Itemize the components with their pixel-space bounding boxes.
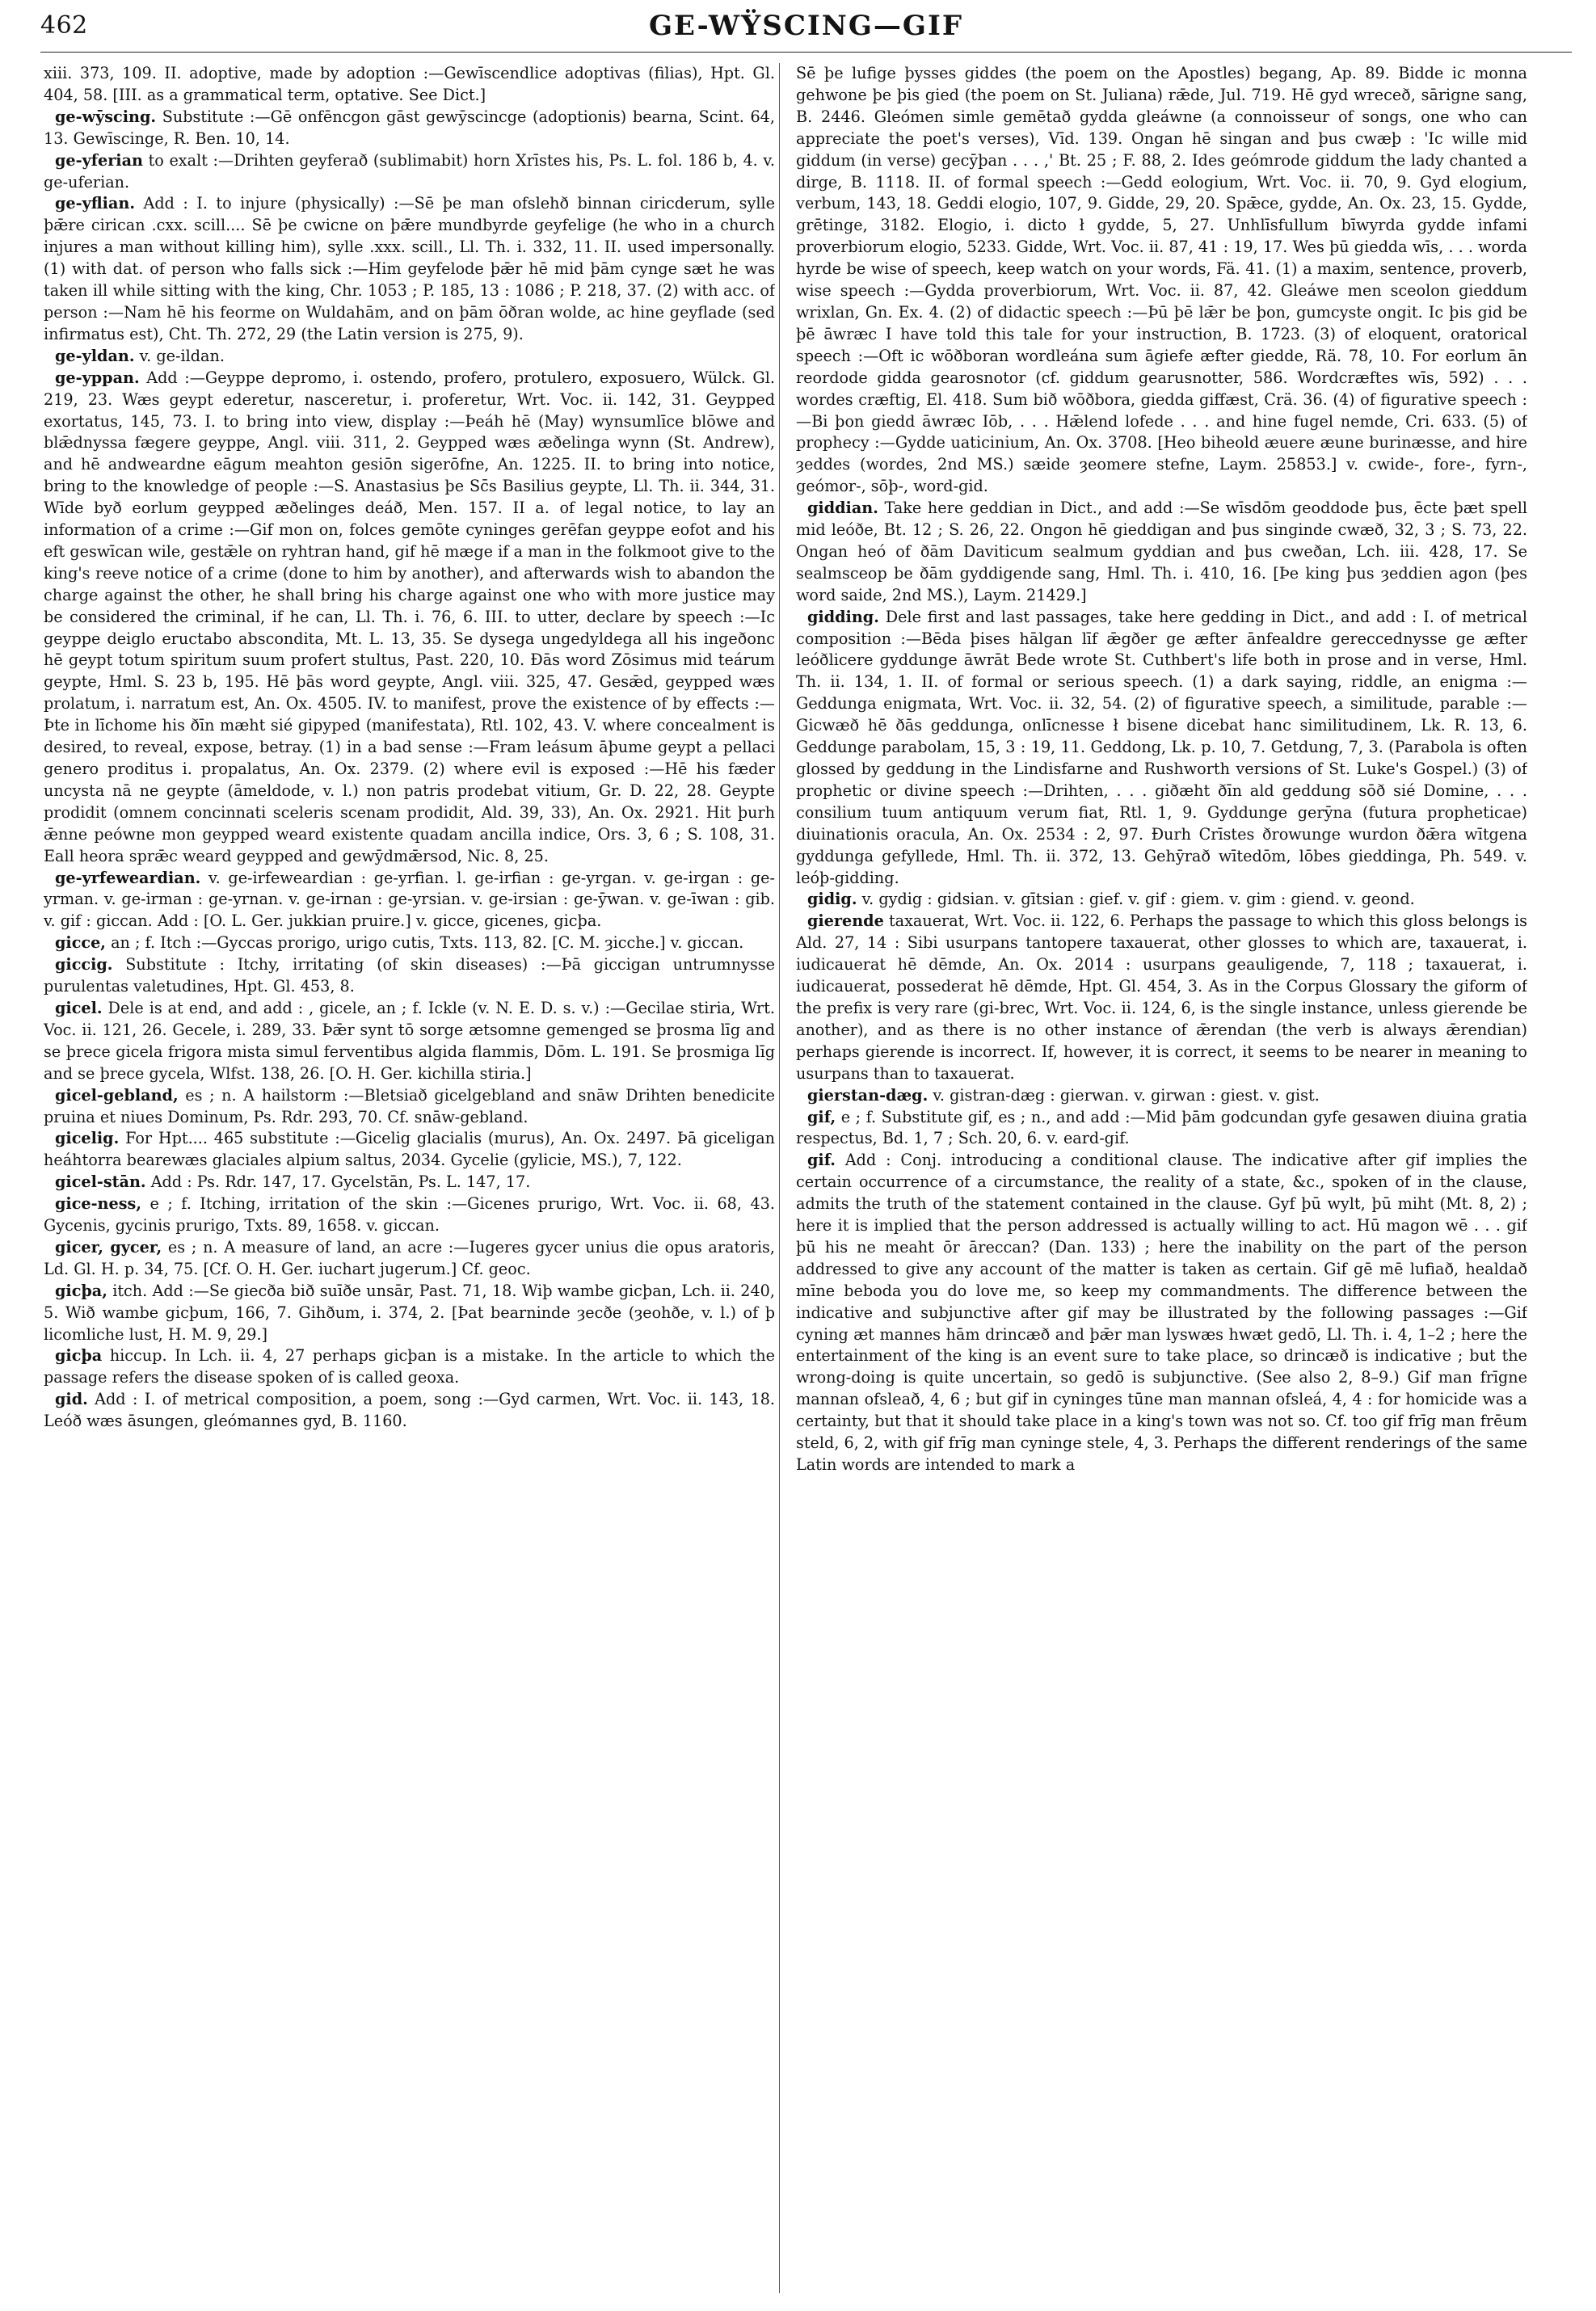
entry-headword: ge-yrfeweardian. [55, 868, 201, 887]
dictionary-entry [44, 954, 775, 998]
entry-headword: gicþa [55, 1346, 103, 1366]
dictionary-entry [796, 911, 1527, 1084]
entry-headword: gierstan-dæg. [807, 1085, 929, 1105]
entry-headword: ge-yflian. [55, 194, 136, 213]
entry-text: v. ge-ildan. [139, 346, 225, 365]
entry-text: For Hpt.... 465 substitute :—Gicelig glacialis (murus), An. Ox. 2497. Þā giceligan heáhtorra bearewæs glaciales alpium saltus, 2034. Gycelie (gylicie, MS.), 7, 122. [44, 1129, 775, 1170]
entry-headword: ge-wȳscing. [55, 107, 157, 126]
dictionary-entry [796, 498, 1527, 607]
entry-text: Substitute :—Gē onfēncgon gāst gewȳscincge (adoptionis) bearna, Scint. 64, 13. Gewīscinge, R. Ben. 10, 14. [44, 107, 775, 148]
entry-headword: giddian. [807, 499, 878, 518]
dictionary-entry [44, 932, 775, 954]
dictionary-entry [44, 998, 775, 1085]
entry-text: to exalt :—Drihten geyferað (sublimabit) horn Xrīstes his, Ps. L. fol. 186 b, 4. v. ge-uferian. [44, 150, 775, 192]
dictionary-entry [44, 193, 775, 345]
entry-text: e ; f. Substitute gif, es ; n., and add :—Mid þām godcundan gyfe gesawen diuina gratia respectus, Bd. 1, 7 ; Sch. 20, 6. v. eard-gif. [796, 1107, 1527, 1148]
entry-headword: gicel. [55, 998, 103, 1017]
dictionary-entry [44, 1193, 775, 1237]
page-title: GE-WŸSCING—GIF [648, 10, 963, 42]
dictionary-entry [796, 1085, 1527, 1107]
entry-headword: gidig. [807, 890, 857, 909]
entry-headword: gicelig. [55, 1129, 120, 1148]
dictionary-entry [44, 346, 775, 368]
entry-headword: gif. [807, 1151, 836, 1170]
entry-text: Add : I. to injure (physically) :—Sē þe man ofslehð binnan ciricderum, sylle þǣre cirican .cxx. scill.... Sē þe cwicne on þǣre mundbyrde geyfelige (he who in a church injures a man without killing him), sylle .xxx. scill., Ll. Th. i. 332, 11. II. used impersonally. (1) with dat. of person who falls sick :—Him geyfelode þǣr hē mid þām cynge sæt he was taken ill while sitting with the king, Chr. 1053 ; P. 185, 13 : 1086 ; P. 218, 37. (2) with acc. of person :—Nam hē his feorme on Wuldahām, and on þām ōðran wolde, ac hine geyflade (sed infirmatus est), Cht. Th. 272, 29 (the Latin version is 275, 9). [44, 194, 775, 343]
page-number: 462 [40, 11, 88, 40]
dictionary-entry [44, 63, 775, 107]
entry-headword: gierende [807, 911, 884, 931]
entry-text: es ; n. A hailstorm :—Bletsiað gicelgebland and snāw Drihten benedicite pruina et niues Dominum, Ps. Rdr. 293, 70. Cf. snāw-gebland. [44, 1085, 775, 1126]
running-head [40, 6, 1572, 53]
entry-text: v. ge-irfeweardian : ge-yrfian. l. ge-irfian : ge-yrgan. v. ge-irgan : ge-yrman. v. ge-irman : ge-yrnan. v. ge-irnan : ge-yrsian. v. ge-irsian : ge-ȳwan. v. ge-īwan : gib. v. gif : giccan. Add : [O. L. Ger. jukkian pruire.] v. gicce, gicenes, gicþa. [44, 868, 775, 931]
dictionary-entry [44, 868, 775, 933]
entry-text: xiii. 373, 109. II. adoptive, made by adoption :—Gewīscendlice adoptivas (filias), Hpt. Gl. 404, 58. [III. as a grammatical term, optative. See Dict.] [44, 64, 775, 104]
entry-headword: gicel-stān. [55, 1172, 146, 1192]
dictionary-entry [44, 1237, 775, 1281]
entry-headword: gicer, gycer, [55, 1237, 162, 1257]
entry-headword: gid. [55, 1390, 88, 1409]
entry-headword: gice-ness, [55, 1194, 142, 1214]
dictionary-entry [44, 1128, 775, 1172]
entry-text: Dele is at end, and add : , gicele, an ; f. Ickle (v. N. E. D. s. v.) :—Gecilae stiria, Wrt. Voc. ii. 121, 26. Gecele, i. 289, 33. Þǣr synt tō sorge ætsomne gemenged se þrosma līg and se þrece gicela frigora mista simul ferventibus algida flammis, Dōm. L. 191. Se þrosmiga līg and se þrece gycela, Wlfst. 138, 26. [O. H. Ger. kichilla stiria.] [44, 998, 775, 1083]
entry-text: e ; f. Itching, irritation of the skin :—Gicenes prurigo, Wrt. Voc. ii. 68, 43. Gycenis, gycinis prurigo, Txts. 89, 1658. v. giccan. [44, 1194, 775, 1235]
dictionary-entry [796, 1107, 1527, 1151]
entry-headword: ge-yldan. [55, 346, 135, 365]
entry-headword: ge-yppan. [55, 368, 140, 387]
dictionary-entry [796, 1150, 1527, 1476]
entry-text: Add :—Geyppe depromo, i. ostendo, profero, protulero, exposuero, Wülck. Gl. 219, 23. Wæs geypt ederetur, nasceretur, i. proferetur, Wrt. Voc. ii. 142, 31. Geypped exortatus, 145, 73. I. to bring into view, display :—Þeáh hē (May) wynsumlīce blōwe and blǣdnyssa fægere geyppe, Angl. viii. 311, 2. Geypped wæs æðelinga wynn (St. Andrew), and hē andweardne eāgum meahton gesiōn sigerōfne, An. 1225. II. to bring into notice, bring to the knowledge of people :—S. Anastasius þe Sc̄s Basilius geypte, Ll. Th. ii. 344, 31. Wīde byð eorlum geypped æðelinges deáð, Men. 157. II a. of legal notice, to lay an information of a crime :—Gif mon on, folces gemōte cyninges gerēfan geyppe eofot and his eft geswīcan wile, gestǣle on ryhtran hand, gif hē mæge if a man in the folkmoot give to the king's reeve notice of a crime (done to him by another), and afterwards wish to abandon the charge against the other, he shall bring his charge against one who with more justice may be considered the criminal, if he can, Ll. Th. i. 76, 6. III. to utter, declare by speech :—Ic geyppe deiglo eructabo absconditа, Mt. L. 13, 35. Se dysega ungedyldega all his ingeðonc hē geypt totum spiritum suum profert stultus, Past. 220, 10. Ðās word Zōsimus mid teárum geypte, Hml. S. 23 b, 195. Hē þās word geypte, Angl. viii. 325, 47. Gesǣd, geypped wæs prolatum, i. narratum est, An. Ox. 4505. IV. to manifest, prove the existence of by effects :—Þte in līchome his ðīn mæht sié gipyped (manifestata), Rtl. 102, 43. V. where concealment is desired, to reveal, expose, betray. (1) in a bad sense :—Fram leásum āþume geypt a pellaci genero proditus i. propalatus, An. Ox. 2379. (2) where evil is exposed :—Hē his fæder uncysta nā ne geypte (āmeldode, v. l.) non patris prodebat vitium, Gr. D. 22, 28. Geypte prodidit (omnem concinnati sceleris scenam prodidit, Ald. 39, 33), An. Ox. 2921. Hit þurh ǣnne peówne mon geypped weard existente quadam ancilla indice, Ors. 3, 6 ; S. 108, 31. Eall heora sprǣc weard geypped and gewȳdmǣrsod, Nic. 8, 25. [44, 368, 775, 865]
entry-headword: gicce, [55, 933, 106, 953]
entry-headword: giccig. [55, 955, 113, 974]
dictionary-entry [44, 1389, 775, 1433]
entry-text: Substitute : Itchy, irritating (of skin diseases) :—Þā giccigan untrumnysse purulentas valetudines, Hpt. Gl. 453, 8. [44, 955, 775, 996]
entry-text: Sē þe lufige þysses giddes (the poem on the Apostles) begang, Ap. 89. Bidde ic monna gehwone þe þis gied (the poem on St. Juliana) rǣde, Jul. 719. Hē gyd wreceð, sārigne sang, B. 2446. Gleómen simle gemētað gydda gleáwne (a connoisseur of songs, one who can appreciate the poet's verses), Vīd. 139. Ongan hē singan and þus cwæþ : 'Ic wille mid giddum (in verse) gecȳþan . . . ,' Bt. 25 ; F. 88, 2. Ides geómrode giddum the lady chanted a dirge, B. 1118. II. of formal speech :—Gedd eologium, Wrt. Voc. ii. 70, 9. Gyd elogium, verbum, 143, 18. Geddi elogio, 107, 9. Gidde, 29, 20. Spǣce, gydde, An. Ox. 23, 15. Gydde, grētinge, 3182. Elogio, i. dicto ł gydde, 5, 27. Unhlīsfullum bīwyrda gydde infami proverbiorum elogio, 5233. Gidde, Wrt. Voc. ii. 87, 41 : 19, 17. Wes þū giedda wīs, . . . worda hyrde be wise of speech, keep watch on your words, Fä. 41. (1) a maxim, sentence, proverb, wise speech :—Gydda proverbiorum, Wrt. Voc. ii. 87, 42. Gleáwe men sceolon gieddum wrixlan, Gn. Ex. 4. (2) of didactic speech :—Þū þē lǣr be þon, gumcyste ongit. Ic þis gid be þē āwræc I have told this tale for your instruction, B. 1723. (3) of eloquent, oratorical speech :—Oft ic wōðboran wordleána sum āgiefe æfter giedde, Rä. 78, 10. For eorlum ān reordode gidda gearosnotor (cf. giddum gearusnotter, 586. Wordcræftes wīs, 592) . . . wordes cræftig, El. 418. Sum bið wōðbora, giedda giffæst, Crä. 36. (4) of figurative speech :—Bi þon giedd āwræc Iōb, . . . Hǣlend lofede . . . and hine fugel nemde, Cri. 633. (5) of prophecy :—Gydde uaticinium, An. Ox. 3708. [Heo biheold æuere æune burinæsse, and hire ȝeddes (wordes, 2nd MS.) sæide ȝeomere stefne, Laym. 25853.] v. cwide-, fore-, fyrn-, geómor-, sōþ-, word-gid. [796, 64, 1527, 496]
dictionary-entry [44, 150, 775, 194]
entry-headword: ge-yferian [55, 150, 143, 170]
dictionary-entry [44, 107, 775, 150]
entry-headword: gicel-gebland, [55, 1085, 179, 1105]
entry-text: es ; n. A measure of land, an acre :—Iugeres gycer unius die opus aratoris, Ld. Gl. H. p. 34, 75. [Cf. O. H. Ger. iuchart jugerum.] Cf. geoc. [44, 1237, 775, 1278]
entry-text: hiccup. In Lch. ii. 4, 27 perhaps gicþan is a mistake. In the article to which the passage refers the disease spoken of is called geoxa. [44, 1346, 775, 1387]
entry-text: Add : I. of metrical composition, a poem, song :—Gyd carmen, Wrt. Voc. ii. 143, 18. Leóð wæs āsungen, gleómannes gyd, B. 1160. [44, 1390, 775, 1431]
right-column [796, 63, 1527, 2293]
entry-text: Add : Conj. introducing a conditional clause. The indicative after gif implies the certain occurrence of a circumstance, the reality of a state, &c., spoken of in the clause, admits the truth of the statement contained in the clause. Gyf þū wylt, þū miht (Mt. 8, 2) ; here it is implied that the person addressed is actually willing to act. Hū magon wē . . . gif þū his ne meaht ōr āreccan? (Dan. 133) ; here the inability on the part of the person addressed to give any account of the matter is taken as certain. Gif gē mē lufiað, healdað mīne beboda you do love me, so keep my commandments. The difference between the indicative and subjunctive after gif may be illustrated by the following passages :—Gif cyning æt mannes hām drincæð and þǣr man lyswæs hwæt gedō, Ll. Th. i. 4, 1–2 ; here the entertainment of the king is an event sure to take place, so drincæð is indicative ; but the wrong-doing is quite uncertain, so gedō is subjunctive. (See also 2, 8–9.) Gif man frīgne mannan ofsleað, 4, 6 ; but gif in cyninges tūne man mannan ofsleá, 4, 4 : for homicide was a certainty, but that it should take place in a king's town was not so. Cf. too gif frīg man frēum steld, 6, 2, with gif frīg man cyninge stele, 4, 3. Perhaps the different renderings of the same Latin words are intended to mark a [796, 1151, 1527, 1474]
dictionary-entry [44, 1172, 775, 1193]
column-divider [779, 63, 780, 2293]
dictionary-entry [796, 607, 1527, 890]
entry-text: itch. Add :—Se giecða bið suīðe unsār, Past. 71, 18. Wiþ wambe gicþan, Lch. ii. 240, 5. Wið wambe gicþum, 166, 7. Gihðum, i. 374, 2. [Þat bearninde ȝecðe (ȝeohðe, v. l.) of þ licomliche lust, H. M. 9, 29.] [44, 1281, 775, 1344]
entry-headword: gif, [807, 1107, 836, 1126]
left-column [44, 63, 775, 2293]
dictionary-entry [44, 1085, 775, 1129]
entry-headword: gidding. [807, 607, 879, 626]
entry-text: v. gydig : gidsian. v. gītsian : gief. v. gif : giem. v. gim : giend. v. geond. [861, 890, 1415, 909]
entry-text: taxauerat, Wrt. Voc. ii. 122, 6. Perhaps the passage to which this gloss belongs is Ald. 27, 14 : Sibi usurpans tantopere taxauerat, other glosses to which are, taxauerat, i. iudicauerat hē dēmde, An. Ox. 2014 : usurpans geauligende, 7, 118 ; taxauerat, i. iudicauerat, possederat hē dēmde, Hpt. Gl. 454, 3. As in the Corpus Glossary the giform of the prefix is very rare (gi-brec, Wrt. Voc. ii. 124, 6, is the single instance, unless gierende be another), and as there is no other instance of ǣrendan (the verb is always ǣrendian) perhaps gierende is incorrect. If, however, it is correct, it seems to be nearer in meaning to usurpans than to taxauerat. [796, 911, 1527, 1083]
entry-headword: gicþa, [55, 1281, 107, 1300]
dictionary-entry [44, 1281, 775, 1346]
entry-text: Take here geddian in Dict., and add :—Se wīsdōm geoddode þus, ēcte þæt spell mid leóðe, Bt. 12 ; S. 26, 22. Ongon hē gieddigan and þus singinde cwæð, 32, 3 ; S. 73, 22. Ongan heó of ðām Daviticum sealmum gyddian and þus cweðan, Lch. iii. 428, 17. Se sealmsceop be ðām gyddigende sang, Hml. Th. i. 410, 16. [Þe king þus ȝeddien agon (þes word saide, 2nd MS.), Laym. 21429.] [796, 499, 1527, 604]
entry-text: v. gistran-dæg : gierwan. v. girwan : giest. v. gist. [933, 1085, 1320, 1105]
entry-text: Add : Ps. Rdr. 147, 17. Gycelstān, Ps. L. 147, 17. [150, 1172, 531, 1192]
entry-text: Dele first and last passages, take here gedding in Dict., and add : I. of metrical composition :—Bēda þises hālgan līf ǣgðer ge æfter ānfealdre gereccednysse ge æfter leóðlicere gyddunge āwrāt Bede wrote St. Cuthbert's life both in prose and in verse, Hml. Th. ii. 134, 1. II. of formal or serious speech. (1) a dark saying, riddle, an enigma :—Geddunga enigmata, Wrt. Voc. ii. 32, 54. (2) of figurative speech, a similitude, parable :—Gicwæð hē ðās geddunga, onlīcnesse ł bisene dicebat hanc similitudinem, Lk. R. 13, 6. Geddunge parabolam, 15, 3 : 19, 11. Geddong, Lk. p. 10, 7. Getdung, 7, 3. (Parabola is often glossed by geddung in the Lindisfarne and Rushworth versions of St. Luke's Gospel.) (3) of prophetic or divine speech :—Drihten, . . . giðæht ðīn ald geddung sōð sié Domine, . . . consilium tuum antiquum verum fiat, Rtl. 1, 9. Gyddunge gerȳna (futura propheticae) diuinationis oracula, An. Ox. 2534 : 2, 97. Ðurh Crīstes ðrowunge wurdon ðǣra wītgena gyddunga gefyllede, Hml. Th. ii. 372, 13. Gehȳrað wītedōm, lōbes gieddinga, Ph. 549. v. leóþ-gidding. [796, 607, 1527, 887]
dictionary-entry [44, 368, 775, 868]
dictionary-entry [44, 1345, 775, 1389]
entry-text: an ; f. Itch :—Gyccas prorigo, urigo cutis, Txts. 113, 82. [C. M. ȝicche.] v. giccan. [111, 933, 744, 953]
dictionary-entry [796, 889, 1527, 911]
dictionary-entry [796, 63, 1527, 498]
